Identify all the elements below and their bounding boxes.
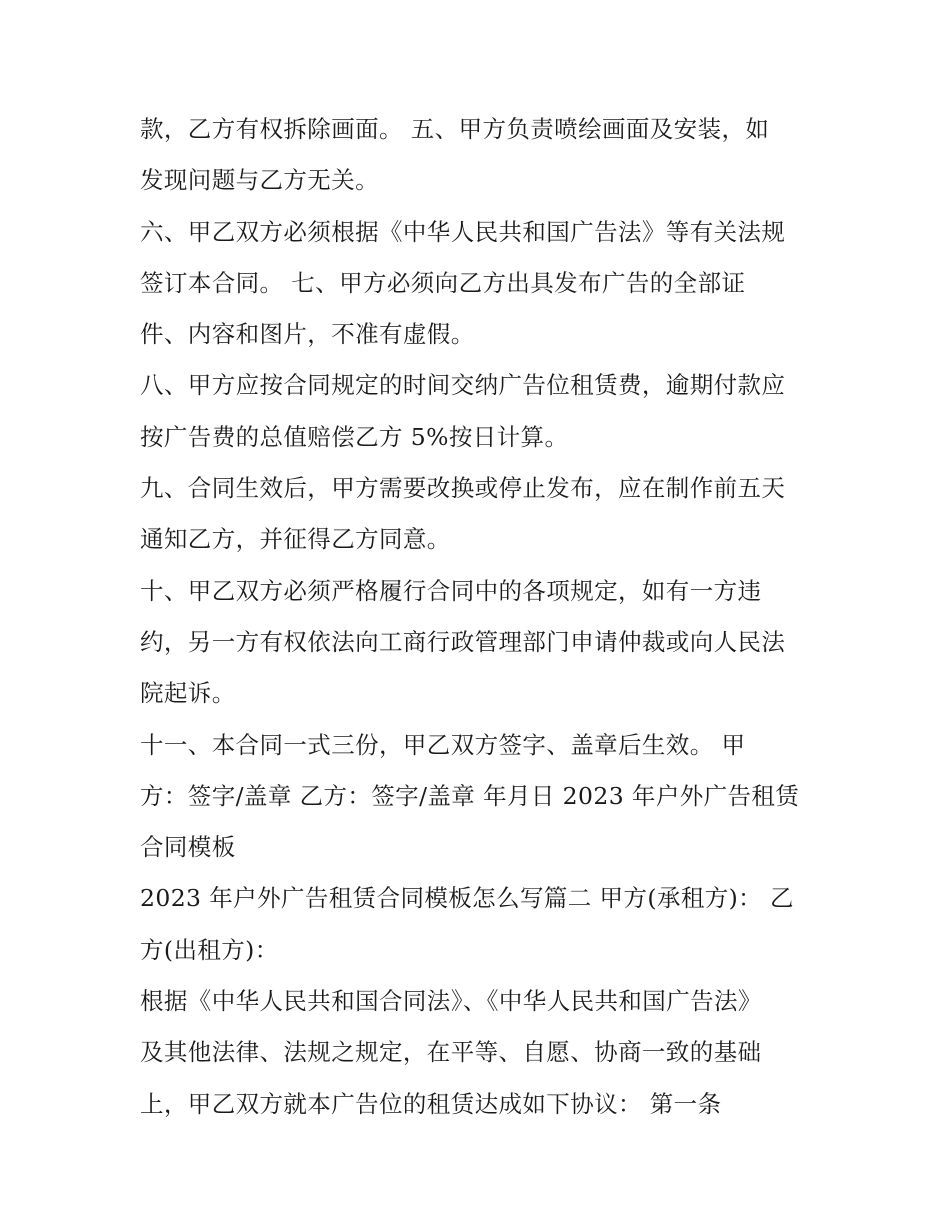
text-line: 通知乙方，并征得乙方同意。	[140, 525, 451, 554]
text-line: 及其他法律、法规之规定，在平等、自愿、协商一致的基础	[140, 1038, 762, 1067]
text-line: 按广告费的总值赔偿乙方 5%按日计算。	[140, 422, 569, 451]
text-line: 上，甲乙双方就本广告位的租赁达成如下协议： 第一条	[140, 1089, 722, 1118]
text-line: 签订本合同。 七、甲方必须向乙方出具发布广告的全部证	[140, 268, 746, 297]
text-line: 方：签字/盖章 乙方：签字/盖章 年月日 2023 年户外广告租赁	[140, 781, 800, 810]
text-line: 2023 年户外广告租赁合同模板怎么写篇二 甲方(承租方)： 乙	[140, 884, 794, 913]
text-line: 方(出租方)：	[140, 935, 279, 964]
text-line: 十、甲乙双方必须严格履行合同中的各项规定，如有一方违	[140, 576, 762, 605]
text-line: 件、内容和图片，不准有虚假。	[140, 320, 475, 349]
text-line: 八、甲方应按合同规定的时间交纳广告位租赁费，逾期付款应	[140, 371, 786, 400]
text-line: 六、甲乙双方必须根据《中华人民共和国广告法》等有关法规	[140, 217, 786, 246]
text-line: 约，另一方有权依法向工商行政管理部门申请仲裁或向人民法	[140, 627, 786, 656]
text-line: 九、合同生效后，甲方需要改换或停止发布，应在制作前五天	[140, 474, 786, 503]
text-line: 发现问题与乙方无关。	[140, 166, 379, 195]
text-line: 根据《中华人民共和国合同法》、《中华人民共和国广告法》	[140, 987, 762, 1016]
document-body	[140, 104, 820, 1130]
text-line: 十一、本合同一式三份，甲乙双方签字、盖章后生效。 甲	[140, 730, 746, 759]
text-line: 院起诉。	[140, 679, 236, 708]
text-line: 合同模板	[140, 833, 236, 862]
text-line: 款，乙方有权拆除画面。 五、甲方负责喷绘画面及安装，如	[140, 115, 770, 143]
